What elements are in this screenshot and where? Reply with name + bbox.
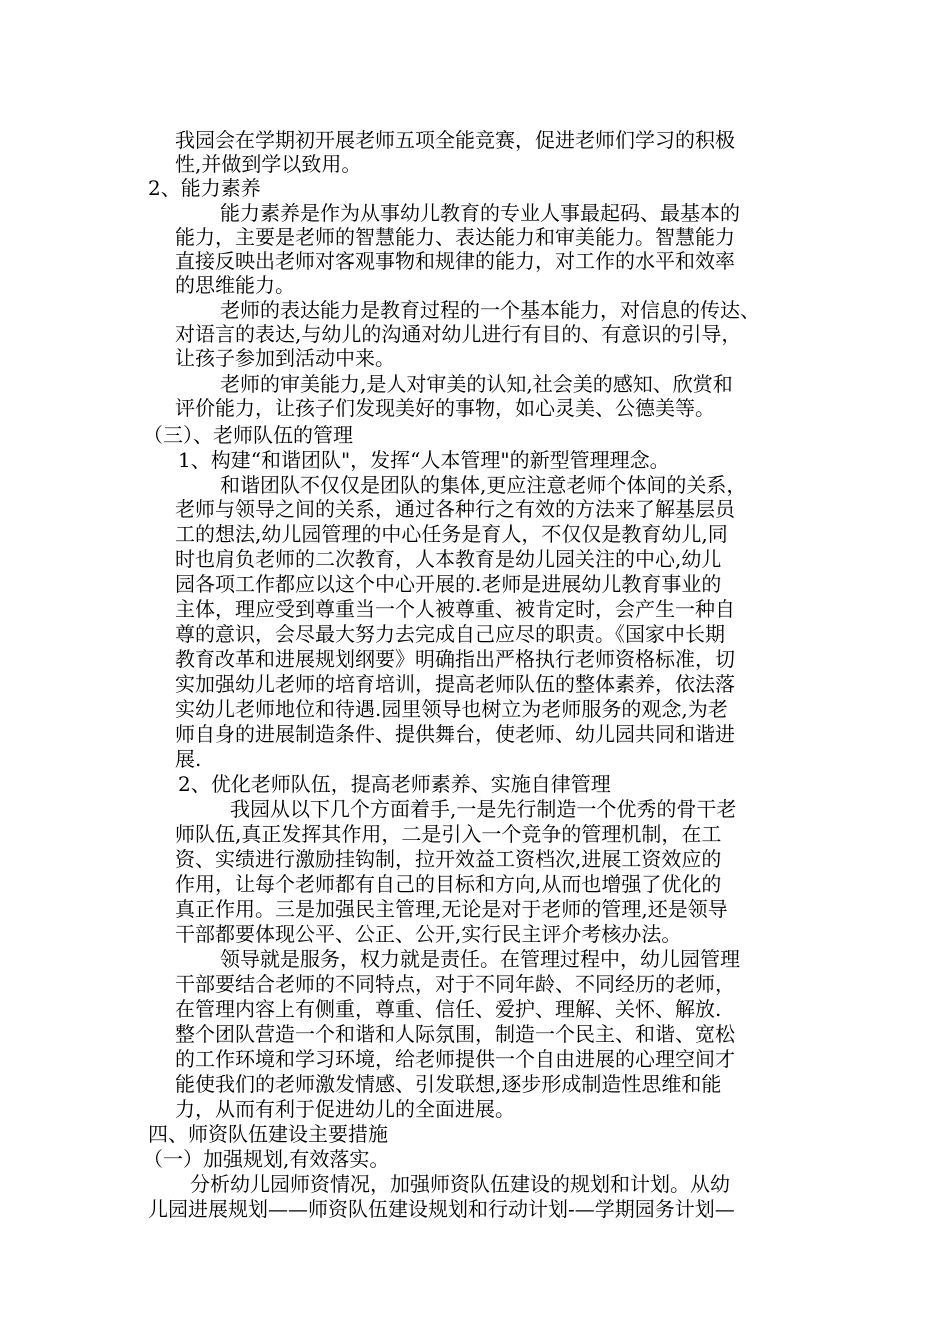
text-line: 力，从而有利于促进幼儿的全面进展。	[175, 1097, 515, 1121]
text-line: 分析幼儿园师资情况，加强师资队伍建设的规划和计划。从幼	[190, 1172, 730, 1196]
text-line: 尊的意识，会尽最大努力去完成自己应尽的职责。《国家中长期	[175, 622, 725, 646]
section-heading: 四、师资队伍建设主要措施	[148, 1122, 388, 1146]
text-line: 实幼儿老师地位和待遇.园里领导也树立为老师服务的观念,为老	[175, 697, 728, 721]
text-line: 在管理内容上有侧重，尊重、信任、爱护、理解、关怀、解放.	[175, 997, 722, 1021]
text-line: 工的想法,幼儿园管理的中心任务是育人，不仅仅是教育幼儿,同	[175, 522, 728, 546]
text-line: 师自身的进展制造条件、提供舞台，使老师、幼儿园共同和谐进	[175, 722, 735, 746]
text-line: 资、实绩进行激励挂钩制，拉开效益工资档次,进展工资效应的	[175, 847, 722, 871]
text-line: 的思维能力。	[175, 273, 295, 297]
subsection-heading: 1、构建“和谐团队"，发挥“人本管理"的新型管理理念。	[178, 448, 670, 472]
text-line: 时也肩负老师的二次教育，人本教育是幼儿园关注的中心,幼儿	[175, 547, 722, 571]
text-line: 儿园进展规划——师资队伍建设规划和行动计划-—学期园务计划—	[148, 1197, 735, 1221]
text-line: 干部都要体现公平、公正、公开,实行民主评介考核办法。	[175, 922, 682, 946]
text-line: 真正作用。三是加强民主管理,无论是对于老师的管理,还是领导	[175, 897, 728, 921]
section-heading: 2、能力素养	[148, 176, 261, 200]
text-line: 对语言的表达,与幼儿的沟通对幼儿进行有目的、有意识的引导，	[175, 322, 742, 346]
subsection-heading: 2、优化老师队伍，提高老师素养、实施自律管理	[178, 772, 611, 796]
text-line: 能使我们的老师激发情感、引发联想,逐步形成制造性思维和能	[175, 1072, 722, 1096]
text-line: 能力，主要是老师的智慧能力、表达能力和审美能力。智慧能力	[175, 225, 735, 249]
subsection-heading: （一）加强规划,有效落实。	[143, 1147, 390, 1171]
text-line: 整个团队营造一个和谐和人际氛围，制造一个民主、和谐、宽松	[175, 1022, 735, 1046]
text-line: 主体，理应受到尊重当一个人被尊重、被肯定时，会产生一种自	[175, 597, 735, 621]
section-heading: （三）、老师队伍的管理	[143, 423, 353, 447]
text-line: 我园会在学期初开展老师五项全能竞赛，促进老师们学习的积极	[175, 128, 735, 152]
text-line: 老师的表达能力是教育过程的一个基本能力，对信息的传达、	[220, 298, 760, 322]
text-line: 直接反映出老师对客观事物和规律的能力，对工作的水平和效率	[175, 249, 735, 273]
text-line: 让孩子参加到活动中来。	[175, 346, 395, 370]
text-line: 展.	[175, 747, 202, 771]
text-line: 师队伍,真正发挥其作用，二是引入一个竞争的管理机制，在工	[175, 822, 722, 846]
text-line: 园各项工作都应以这个中心开展的.老师是进展幼儿教育事业的	[175, 572, 722, 596]
text-line: 作用，让每个老师都有自己的目标和方向,从而也增强了优化的	[175, 872, 722, 896]
text-line: 领导就是服务，权力就是责任。在管理过程中，幼儿园管理	[220, 947, 740, 971]
text-line: 干部要结合老师的不同特点，对于不同年龄、不同经历的老师，	[175, 972, 735, 996]
text-line: 和谐团队不仅仅是团队的集体,更应注意老师个体间的关系，	[220, 473, 747, 497]
text-line: 老师与领导之间的关系，通过各种行之有效的方法来了解基层员	[175, 497, 735, 521]
text-line: 实加强幼儿老师的培育培训，提高老师队伍的整体素养，依法落	[175, 672, 735, 696]
text-line: 我园从以下几个方面着手,一是先行制造一个优秀的骨干老	[230, 797, 737, 821]
text-line: 评价能力，让孩子们发现美好的事物，如心灵美、公德美等。	[175, 396, 715, 420]
text-line: 性,并做到学以致用。	[175, 152, 362, 176]
text-line: 能力素养是作为从事幼儿教育的专业人事最起码、最基本的	[220, 201, 740, 225]
text-line: 教育改革和进展规划纲要》明确指出严格执行老师资格标准，切	[175, 647, 735, 671]
text-line: 的工作环境和学习环境，给老师提供一个自由进展的心理空间才	[175, 1047, 735, 1071]
text-line: 老师的审美能力,是人对审美的认知,社会美的感知、欣赏和	[220, 372, 733, 396]
